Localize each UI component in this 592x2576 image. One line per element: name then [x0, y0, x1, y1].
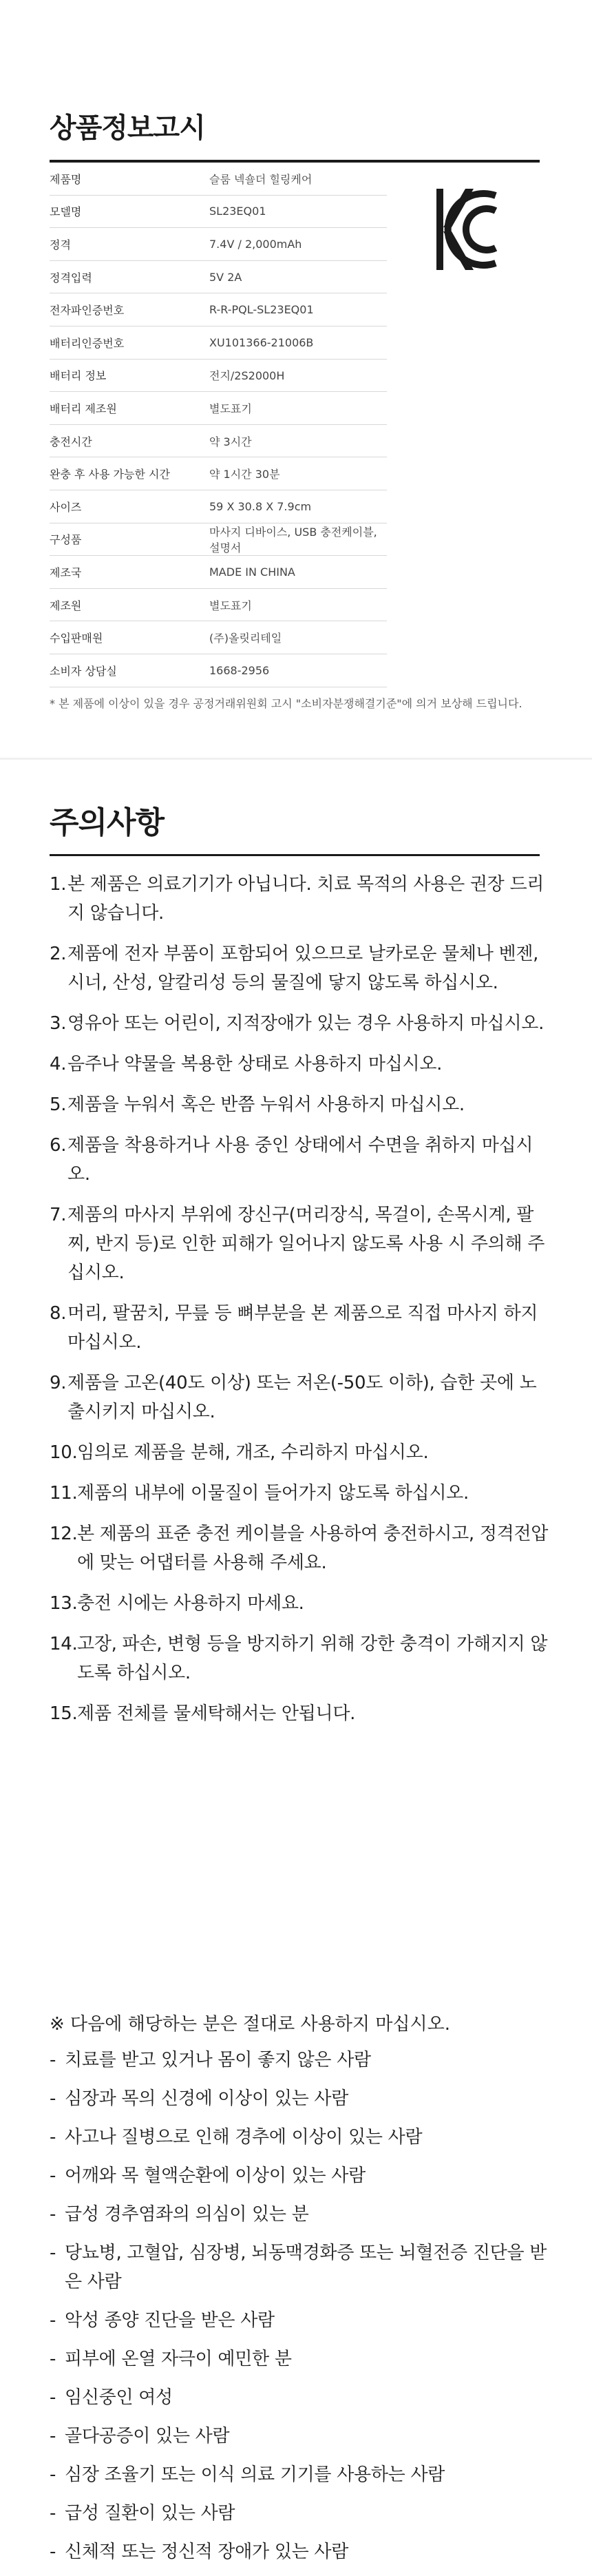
- contraindication-text: 치료를 받고 있거나 몸이 좋지 않은 사람: [65, 2050, 371, 2070]
- spec-value: (주)올릿리테일: [209, 632, 282, 645]
- caution-item: [50, 1131, 552, 1189]
- spec-value: 별도표기: [209, 599, 252, 612]
- caution-text: 영유아 또는 어린이, 지적장애가 있는 경우 사용하지 마십시오.: [67, 1013, 545, 1034]
- spec-value: 1668-2956: [209, 663, 270, 677]
- spec-value: R-R-PQL-SL23EQ01: [209, 303, 314, 317]
- spec-row: [50, 425, 387, 458]
- caution-item: [50, 1479, 552, 1508]
- caution-text: 음주나 약물을 복용한 상태로 사용하지 마십시오.: [67, 1054, 443, 1074]
- compensation-note: * 본 제품에 이상이 있을 경우 공정거래위원회 고시 "소비자분쟁해결기준"에 의거 보상해 드립니다.: [50, 697, 522, 710]
- caution-text: 제품 전체를 물세탁해서는 안됩니다.: [77, 1703, 356, 1724]
- caution-item: [50, 939, 552, 997]
- caution-number: 13.: [50, 1593, 78, 1614]
- spec-row: [50, 196, 387, 229]
- spec-label: 제조국: [50, 565, 82, 579]
- caution-item: [50, 1699, 552, 1728]
- spec-label: 수입판매원: [50, 632, 103, 645]
- contraindication-text: 신체적 또는 정신적 장애가 있는 사람: [65, 2542, 349, 2562]
- caution-text: 본 제품의 표준 충전 케이블을 사용하여 충전하시고, 정격전압에 맞는 어댑터를 사용해 주세요.: [77, 1524, 549, 1573]
- spec-label: 배터리인증번호: [50, 336, 125, 350]
- spec-row: [50, 523, 387, 557]
- caution-number: 5.: [50, 1094, 67, 1115]
- caution-text: 임의로 제품을 분해, 개조, 수리하지 마십시오.: [77, 1442, 429, 1463]
- spec-value: XU101366-21006B: [209, 335, 314, 349]
- contraindication-item: - 급성 질환이 있는 사람: [50, 2503, 235, 2524]
- spec-label: 제조원: [50, 599, 82, 612]
- contraindication-text: 심장 조율기 또는 이식 의료 기기를 사용하는 사람: [65, 2464, 445, 2485]
- spec-value: 5V 2A: [209, 270, 242, 284]
- caution-item: [50, 1201, 552, 1287]
- product-info-title: 상품정보고시: [50, 112, 205, 144]
- caution-item: [50, 1630, 552, 1687]
- spec-label: 사이즈: [50, 500, 82, 514]
- contraindication-item: - 어깨와 목 혈액순환에 이상이 있는 사람: [50, 2165, 366, 2186]
- contraindication-text: 악성 종양 진단을 받은 사람: [65, 2310, 275, 2331]
- spec-table: [50, 163, 387, 687]
- caution-text: 제품을 고온(40도 이상) 또는 저온(-50도 이하), 습한 곳에 노출시키지 마십시오.: [67, 1373, 537, 1422]
- contraindication-block: [50, 2010, 552, 2576]
- contraindication-text: 급성 경추염좌의 의심이 있는 분: [65, 2204, 309, 2225]
- caution-item: [50, 1050, 552, 1079]
- spec-value: 전지/2S2000H: [209, 369, 285, 383]
- spec-row: [50, 589, 387, 622]
- spec-row: [50, 261, 387, 294]
- contraindication-item: - 치료를 받고 있거나 몸이 좋지 않은 사람: [50, 2050, 371, 2070]
- contraindication-text: 사고나 질병으로 인해 경추에 이상이 있는 사람: [65, 2127, 423, 2148]
- spec-label: 구성품: [50, 533, 82, 547]
- spec-row: [50, 293, 387, 326]
- caution-text: 본 제품은 의료기기가 아닙니다. 치료 목적의 사용은 권장 드리지 않습니다.: [67, 874, 545, 924]
- caution-item: [50, 1299, 552, 1357]
- caution-item: [50, 1438, 552, 1467]
- contraindication-item: - 악성 종양 진단을 받은 사람: [50, 2310, 275, 2331]
- spec-value: 약 3시간: [209, 435, 252, 448]
- contraindication-heading: ※ 다음에 해당하는 분은 절대로 사용하지 마십시오.: [50, 2014, 450, 2035]
- spec-value: 59 X 30.8 X 7.9cm: [209, 499, 312, 513]
- spec-row: [50, 360, 387, 393]
- spec-row: [50, 326, 387, 360]
- caution-number: 8.: [50, 1303, 67, 1324]
- spec-row: [50, 392, 387, 425]
- caution-text: 제품을 누워서 혹은 반쯤 누워서 사용하지 마십시오.: [67, 1094, 465, 1115]
- contraindication-item: - 심장과 목의 신경에 이상이 있는 사람: [50, 2088, 349, 2109]
- spec-label: 모델명: [50, 205, 82, 219]
- caution-item: [50, 1519, 552, 1577]
- caution-number: 4.: [50, 1054, 67, 1074]
- section-divider: [0, 758, 592, 760]
- spec-row: [50, 228, 387, 261]
- caution-number: 15.: [50, 1703, 78, 1724]
- spec-label: 배터리 제조원: [50, 402, 117, 415]
- contraindication-text: 골다공증이 있는 사람: [65, 2426, 230, 2447]
- caution-text: 머리, 팔꿈치, 무릎 등 뼈부분을 본 제품으로 직접 마사지 하지 마십시오.: [67, 1303, 538, 1353]
- spec-label: 완충 후 사용 가능한 시간: [50, 468, 170, 481]
- spec-label: 전자파인증번호: [50, 304, 125, 318]
- caution-number: 1.: [50, 874, 67, 895]
- caution-text: 제품을 착용하거나 사용 중인 상태에서 수면을 취하지 마십시오.: [67, 1135, 533, 1185]
- contraindication-item: - 임신중인 여성: [50, 2387, 173, 2408]
- contraindication-item: - 사고나 질병으로 인해 경추에 이상이 있는 사람: [50, 2127, 423, 2148]
- caution-number: 14.: [50, 1634, 78, 1654]
- contraindication-text: 당뇨병, 고혈압, 심장병, 뇌동맥경화증 또는 뇌혈전증 진단을 받은 사람: [65, 2243, 547, 2292]
- kc-certification-mark: [434, 185, 500, 274]
- spec-row: [50, 457, 387, 490]
- caution-text: 제품의 내부에 이물질이 들어가지 않도록 하십시오.: [77, 1483, 469, 1504]
- caution-number: 7.: [50, 1205, 67, 1225]
- contraindication-text: 급성 질환이 있는 사람: [65, 2503, 235, 2524]
- contraindication-item: - 신체적 또는 정신적 장애가 있는 사람: [50, 2542, 349, 2562]
- spec-row: [50, 163, 387, 196]
- spec-label: 충전시간: [50, 435, 92, 448]
- caution-number: 3.: [50, 1013, 67, 1034]
- spec-value: 별도표기: [209, 402, 252, 415]
- spec-label: 소비자 상담실: [50, 664, 117, 678]
- spec-label: 배터리 정보: [50, 369, 107, 383]
- caution-item: [50, 1090, 552, 1119]
- contraindication-item: - 피부에 온열 자극이 예민한 분: [50, 2349, 292, 2369]
- contraindication-text: 심장과 목의 신경에 이상이 있는 사람: [65, 2088, 349, 2109]
- caution-text: 충전 시에는 사용하지 마세요.: [77, 1593, 304, 1614]
- caution-number: 6.: [50, 1135, 67, 1156]
- caution-title: 주의사항: [50, 805, 165, 840]
- caution-item: [50, 1369, 552, 1426]
- caution-list: [50, 858, 552, 1728]
- spec-row: [50, 621, 387, 654]
- spec-value: 슬룸 넥숄더 힐링케어: [209, 172, 313, 186]
- caution-number: 9.: [50, 1373, 67, 1393]
- contraindication-text: 피부에 온열 자극이 예민한 분: [65, 2349, 292, 2369]
- caution-item: [50, 1009, 552, 1038]
- spec-label: 제품명: [50, 172, 82, 186]
- caution-item: [50, 870, 552, 928]
- spec-row: [50, 490, 387, 523]
- contraindication-list: [50, 2046, 552, 2566]
- spec-row: [50, 556, 387, 589]
- caution-text: 제품에 전자 부품이 포함되어 있으므로 날카로운 물체나 벤젠, 시너, 산성, 알칼리성 등의 물질에 닿지 않도록 하십시오.: [67, 944, 539, 993]
- caution-text: 고장, 파손, 변형 등을 방지하기 위해 강한 충격이 가해지지 않도록 하십시오.: [77, 1634, 548, 1683]
- caution-number: 12.: [50, 1524, 78, 1544]
- caution-number: 10.: [50, 1442, 78, 1463]
- spec-value: 약 1시간 30분: [209, 468, 280, 481]
- caution-number: 2.: [50, 944, 67, 964]
- spec-value: SL23EQ01: [209, 205, 266, 218]
- contraindication-item: - 급성 경추염좌의 의심이 있는 분: [50, 2204, 309, 2225]
- spec-row: [50, 654, 387, 687]
- contraindication-item: - 골다공증이 있는 사람: [50, 2426, 230, 2447]
- caution-item: [50, 1589, 552, 1618]
- contraindication-text: 어깨와 목 혈액순환에 이상이 있는 사람: [65, 2165, 366, 2186]
- contraindication-item: - 당뇨병, 고혈압, 심장병, 뇌동맥경화증 또는 뇌혈전증 진단을 받은 사람: [50, 2243, 547, 2292]
- spec-label: 정격입력: [50, 271, 92, 284]
- caution-number: 11.: [50, 1483, 78, 1504]
- contraindication-text: 임신중인 여성: [65, 2387, 173, 2408]
- spec-value: 마사지 디바이스, USB 충전케이블, 설명서: [209, 525, 377, 554]
- spec-value: MADE IN CHINA: [209, 565, 295, 579]
- caution-text: 제품의 마사지 부위에 장신구(머리장식, 목걸이, 손목시계, 팔찌, 반지 등)로 인한 피해가 일어나지 않도록 사용 시 주의해 주십시오.: [67, 1205, 545, 1283]
- caution-title-divider: [50, 854, 540, 856]
- spec-value: 7.4V / 2,000mAh: [209, 237, 302, 251]
- contraindication-item: - 심장 조율기 또는 이식 의료 기기를 사용하는 사람: [50, 2464, 445, 2485]
- spec-label: 정격: [50, 238, 71, 251]
